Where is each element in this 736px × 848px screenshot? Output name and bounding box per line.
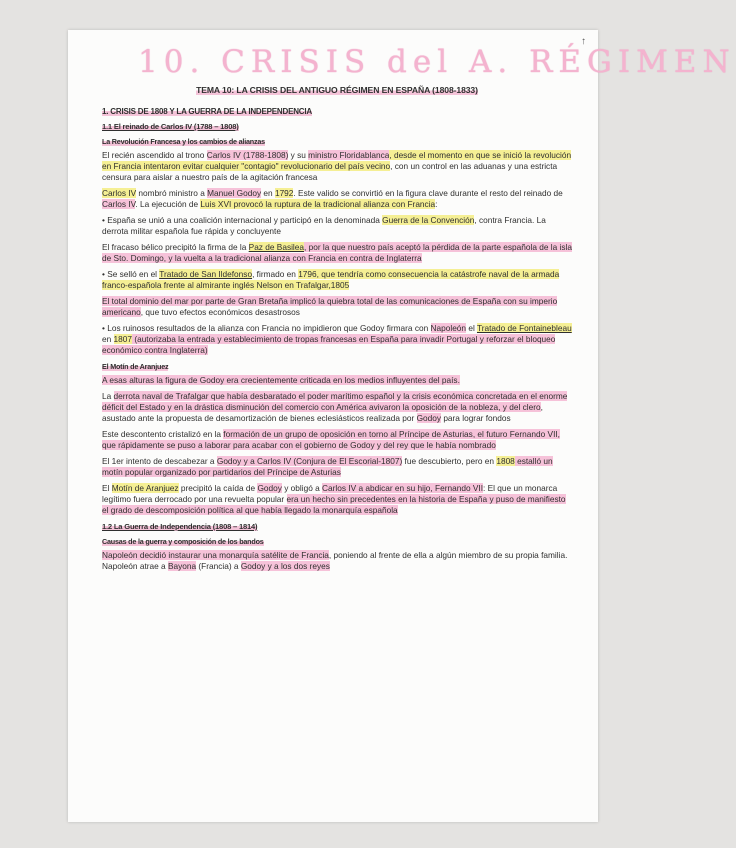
highlighted-text: Godoy <box>416 413 442 423</box>
highlighted-text: Motín de Aranjuez <box>111 483 179 493</box>
text-run: en <box>102 334 114 344</box>
paragraph-9 <box>102 391 572 424</box>
text-run: precipitó la caída de <box>178 483 258 493</box>
paragraph-5 <box>102 269 572 291</box>
highlighted-text: El total dominio del mar por parte de Gran Bretaña implicó la quiebra total de las comunicaciones de España con su imperio americano <box>102 296 558 317</box>
text-run: : El que un monarca legítimo fuera derrocado por una revuelta popular <box>102 483 558 504</box>
highlighted-text: derrota naval de Trafalgar <box>113 391 209 401</box>
text-run: para lograr fondos <box>441 413 511 423</box>
highlighted-text: (autorizaba la entrada y establecimiento de tropas francesas en España para invadir Portugal y reforzar el bloqueo económico contra Inglaterra) <box>102 334 556 355</box>
text-run: • Los ruinosos resultados de la alianza con Francia no impidieron que Godoy firmara con <box>102 323 431 333</box>
text-run: El fracaso bélico precipitó la firma de la <box>102 242 249 252</box>
text-run: , asustado ante la propuesta de desamortización de bienes eclesiásticos realizada por <box>102 402 543 423</box>
section-1-1-heading: 1.1 El reinado de Carlos IV (1788 – 1808) <box>102 122 239 131</box>
paragraph-7 <box>102 323 572 356</box>
highlighted-text: , desde el momento en que se inició la revolución en Francia intentaron evitar cualquier "contagio" revolucionario del país vecino <box>102 150 572 171</box>
text-run: El <box>102 483 112 493</box>
highlighted-text: 1796 <box>298 269 317 279</box>
notebook-page <box>68 30 736 822</box>
section-1-2-heading: 1.2 La Guerra de Independencia (1808 – 1814) <box>102 522 258 531</box>
section-1-heading: 1. CRISIS DE 1808 Y LA GUERRA DE LA INDEPENDENCIA <box>102 107 312 116</box>
paragraph-10 <box>102 429 572 451</box>
highlighted-text: Godoy y a los dos reyes <box>240 561 330 571</box>
text-run: , contra Francia. La derrota militar española fue rápida y concluyente <box>102 215 546 236</box>
highlighted-text: , que tendría como consecuencia la catástrofe naval de la armada franco-española frente al almirante inglés Nelson en Trafalgar,1805 <box>102 269 560 290</box>
highlighted-text: Napoleón <box>430 323 467 333</box>
text-run: • Se selló en el <box>102 269 160 279</box>
text-run: Este descontento cristalizó en la <box>102 429 224 439</box>
paragraph-13 <box>102 550 572 572</box>
paragraph-3 <box>102 215 572 237</box>
text-run: . Este valido se convirtió en la figura clave durante el resto del reinado de <box>293 188 563 198</box>
highlighted-text: ministro Floridablanca <box>308 150 390 160</box>
highlighted-text: Godoy y a Carlos IV (Conjura de El Escorial-1807) <box>216 456 403 466</box>
highlighted-text: Carlos IV (1788-1808) <box>206 150 289 160</box>
text-run: fue descubierto, pero en <box>402 456 497 466</box>
text-run: en <box>261 188 275 198</box>
paragraph-12 <box>102 483 572 516</box>
text-run: , poniendo al frente de ella a algún miembro de su propia familia. Napoleón atrae a <box>102 550 568 571</box>
text-run: y obligó a <box>281 483 323 493</box>
highlighted-text: 1792 <box>274 188 294 198</box>
paragraph-2 <box>102 188 572 210</box>
text-run: (Francia) a <box>196 561 241 571</box>
text-run: El recién ascendido al trono <box>102 150 207 160</box>
highlighted-text: Bayona <box>167 561 197 571</box>
text-run: nombró ministro a <box>136 188 208 198</box>
text-run: • España se unió a una coalición internacional y participó en la denominada <box>102 215 383 225</box>
highlighted-text: formación de un grupo de oposición en torno al Príncipe de Asturias, el futuro Fernando VII, que rápidamente se puso a laborar para acabar con el gobierno de Godoy y del rey que le había nombrado <box>102 429 560 450</box>
highlighted-text: Tratado de Fontainebleau <box>476 323 572 333</box>
highlighted-text: Luis XVI provocó la ruptura de la tradicional alianza con Francia <box>200 199 436 209</box>
highlighted-text: , por la que nuestro país aceptó la pérdida de la parte española de la isla de Sto. Domingo, y la vuelta a la tradicional alianza con Francia en contra de Inglaterra <box>102 242 573 263</box>
paragraph-6 <box>102 296 572 318</box>
highlighted-text: A esas alturas la figura de Godoy era crecientemente criticada en los medios influyentes del país. <box>102 375 460 385</box>
corner-mark: ↑ <box>581 36 586 47</box>
text-run: El 1er intento de descabezar a <box>102 456 217 466</box>
highlighted-text: Carlos IV a abdicar en su hijo, Fernando VII <box>322 483 484 493</box>
highlighted-text: 1807 <box>113 334 133 344</box>
text-run: . La ejecución de <box>135 199 201 209</box>
highlighted-text: Guerra de la Convención <box>382 215 475 225</box>
subheading-causas: Causas de la guerra y composición de los bandos <box>102 537 264 546</box>
paragraph-4 <box>102 242 572 264</box>
text-run: : <box>435 199 438 209</box>
subheading-motin: El Motín de Aranjuez <box>102 362 169 371</box>
highlighted-text: Napoleón decidió instaurar una monarquía satélite de Francia <box>102 550 329 560</box>
document-title: TEMA 10: LA CRISIS DEL ANTIGUO RÉGIMEN EN ESPAÑA (1808-1833) <box>196 85 478 95</box>
highlighted-text: Carlos IV <box>102 188 137 198</box>
page-content <box>102 85 572 577</box>
text-run: , con un control en las aduanas y una estricta censura para aislar a nuestro país de la agitación francesa <box>102 161 558 182</box>
paragraph-8 <box>102 375 572 386</box>
highlighted-text: Carlos IV <box>102 199 136 209</box>
highlighted-text: 1808 <box>496 456 515 466</box>
text-run: el <box>466 323 477 333</box>
highlighted-text: Manuel Godoy <box>207 188 262 198</box>
text-run: y su <box>288 150 309 160</box>
highlighted-text: era un hecho sin precedentes en la historia de España y puso de manifiesto el grado de descomposición política al que había llegado la monarquía española <box>102 494 566 515</box>
decorative-handwritten-title: 10. CRISIS del A. RÉGIMEN <box>138 44 736 80</box>
subheading-revolucion: La Revolución Francesa y los cambios de alianzas <box>102 137 265 146</box>
paragraph-1 <box>102 150 572 183</box>
highlighted-text: Tratado de San Ildefonso <box>159 269 253 279</box>
highlighted-text: que había desbaratado el poder marítimo español y la crisis económica concretada en el enorme déficit del Estado y en la drástica disminución del comercio con América avivaron la oposición de la nobleza, y del clero <box>102 391 568 412</box>
text-run: , firmado en <box>252 269 299 279</box>
highlighted-text: Godoy <box>257 483 282 493</box>
text-run: La <box>102 391 114 401</box>
text-run: , que tuvo efectos económicos desastrosos <box>140 307 300 317</box>
highlighted-text: Paz de Basilea <box>248 242 305 252</box>
highlighted-text: estalló un motín popular organizado por partidarios del Príncipe de Asturias <box>102 456 553 477</box>
paragraph-11 <box>102 456 572 478</box>
